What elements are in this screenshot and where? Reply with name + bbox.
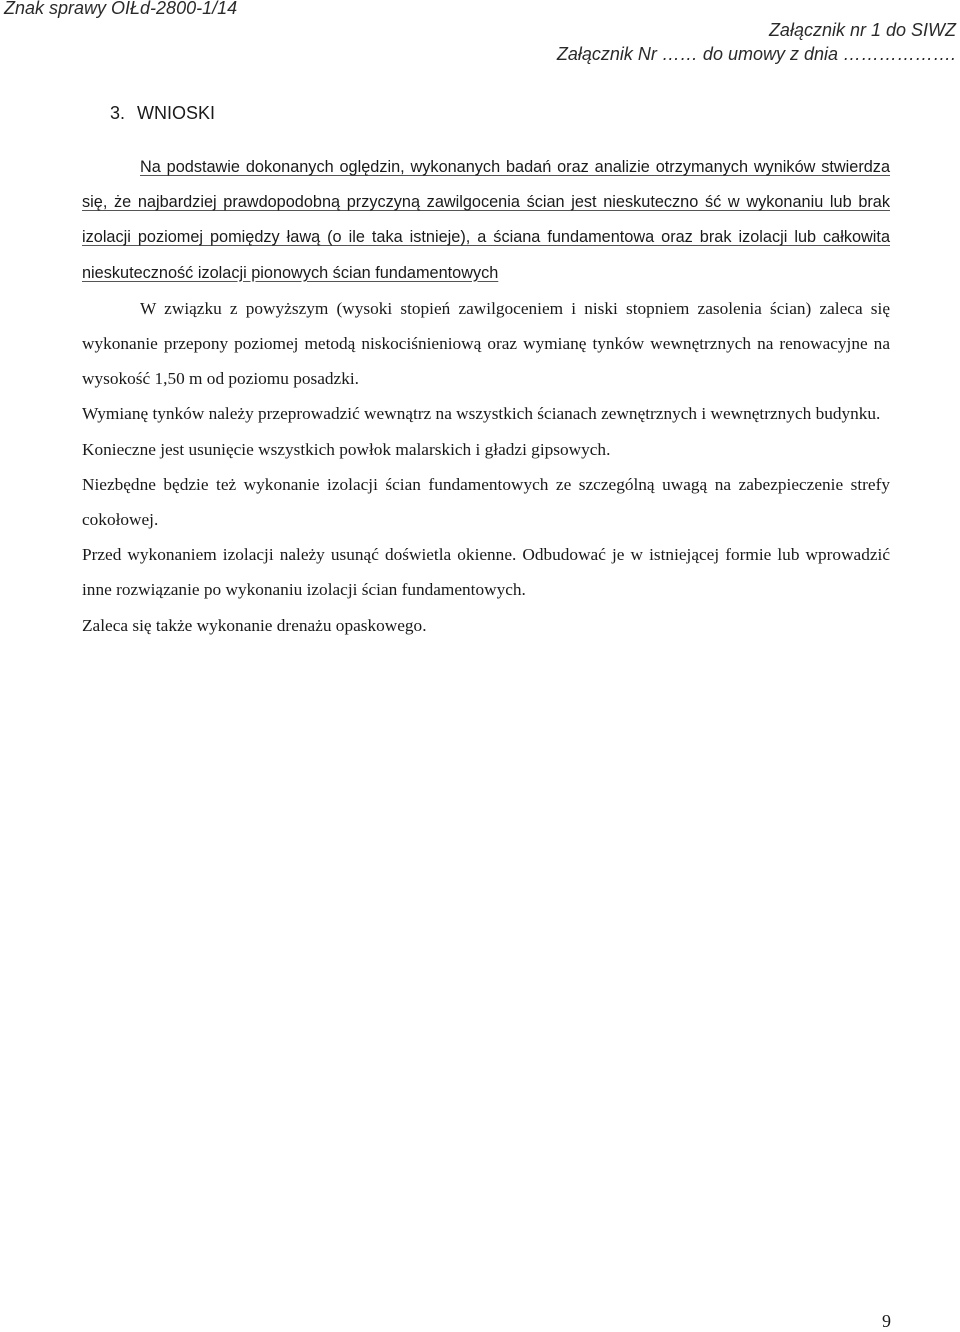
paragraph-plaster: Wymianę tynków należy przeprowadzić wewnątrz na wszystkich ścianach zewnętrznych i wewnętrznych budynku.: [82, 404, 881, 424]
paragraph-windows: Przed wykonaniem izolacji należy usunąć doświetla okienne. Odbudować je w istniejącej formie lub wprowadzić inne rozwiązanie po wykonaniu izolacji ścian fundamentowych.: [82, 545, 890, 600]
paragraph-foundation: Niezbędne będzie też wykonanie izolacji ścian fundamentowych ze szczególną uwagą na zabezpieczenie strefy cokołowej.: [82, 474, 890, 530]
paragraph-recommendation: W związku z powyższym (wysoki stopień zawilgoceniem i niski stopniem zasolenia ścian) zaleca się wykonanie przepony poziomej metodą niskociśnieniową oraz wymianę tynków wewnętrznych na renowacyjne na wysokość 1,50 m od poziomu posadzki.: [82, 298, 890, 389]
case-number: Znak sprawy OIŁd-2800-1/14: [4, 0, 238, 18]
section-title: WNIOSKI: [137, 103, 216, 123]
attachment-contract: Załącznik Nr …… do umowy z dnia ……………….: [556, 44, 956, 64]
paragraph-drainage: Zaleca się także wykonanie drenażu opaskowego.: [82, 615, 427, 635]
section-heading: [110, 103, 215, 124]
section-number: 3.: [110, 103, 126, 123]
paragraph-findings: Na podstawie dokonanych oględzin, wykonanych badań oraz analizie otrzymanych wyników stwierdza się, że najbardziej prawdopodobną przyczyną zawilgocenia ścian jest nieskuteczno ść w wykonaniu lub brak izolacji poziomej pomiędzy ławą (o ile taka istnieje), a ściana fundamentowa oraz brak izolacji lub całkowita nieskuteczność izolacji pionowych ścian fundamentowych: [82, 158, 890, 282]
paragraph-coatings: Konieczne jest usunięcie wszystkich powłok malarskich i gładzi gipsowych.: [82, 439, 611, 459]
document-body: [82, 150, 890, 643]
page-number: 9: [882, 1311, 891, 1331]
attachment-siwz: Załącznik nr 1 do SIWZ: [768, 20, 956, 40]
